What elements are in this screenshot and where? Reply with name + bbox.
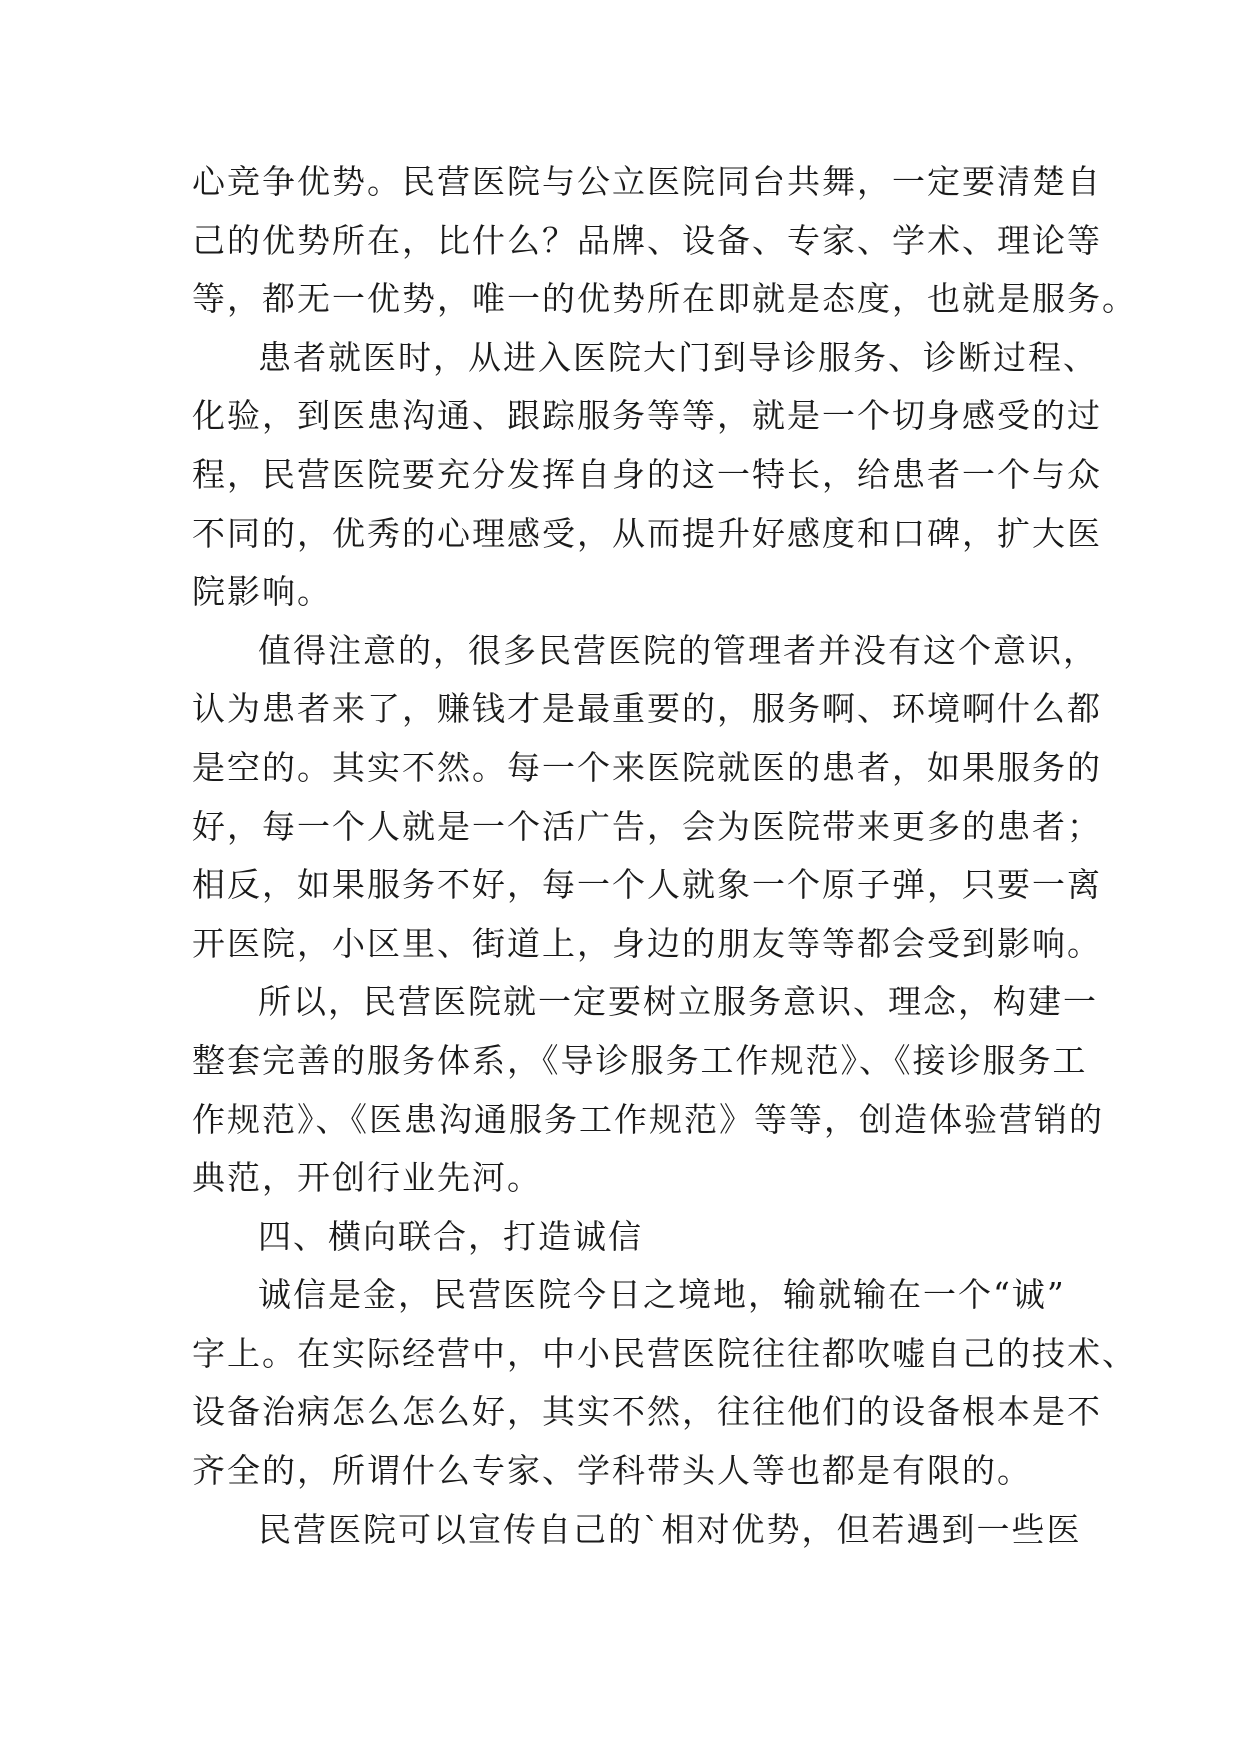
paragraph-line: 认为患者来了，赚钱才是最重要的，服务啊、环境啊什么都 xyxy=(192,689,1102,729)
paragraph-line: 院影响。 xyxy=(192,572,332,612)
paragraph-line: 诚信是金，民营医院今日之境地，输就输在一个“诚” xyxy=(258,1275,1066,1315)
paragraph-line: 民营医院可以宣传自己的`相对优势，但若遇到一些医 xyxy=(258,1509,1082,1549)
paragraph-line: 作规范》、《医患沟通服务工作规范》等等，创造体验营销的 xyxy=(192,1099,1104,1139)
paragraph-line: 设备治病怎么怎么好，其实不然，往往他们的设备根本是不 xyxy=(192,1392,1102,1432)
paragraph-line: 典范，开创行业先河。 xyxy=(192,1158,542,1198)
paragraph-line: 字上。在实际经营中，中小民营医院往往都吹嘘自己的技术、 xyxy=(192,1333,1137,1373)
paragraph-line: 齐全的，所谓什么专家、学科带头人等也都是有限的。 xyxy=(192,1451,1032,1491)
paragraph-line: 化验，到医患沟通、跟踪服务等等，就是一个切身感受的过 xyxy=(192,396,1102,436)
paragraph-line: 等，都无一优势，唯一的优势所在即就是态度，也就是服务。 xyxy=(192,279,1137,319)
paragraph-line: 相反，如果服务不好，每一个人就象一个原子弹，只要一离 xyxy=(192,865,1102,905)
paragraph-line: 程，民营医院要充分发挥自身的这一特长，给患者一个与众 xyxy=(192,454,1102,494)
paragraph-line: 整套完善的服务体系，《导诊服务工作规范》、《接诊服务工 xyxy=(192,1040,1088,1080)
body-text xyxy=(192,153,1137,1559)
paragraph-line: 患者就医时，从进入医院大门到导诊服务、诊断过程、 xyxy=(258,337,1098,377)
paragraph-line: 好，每一个人就是一个活广告，会为医院带来更多的患者； xyxy=(192,806,1102,846)
section-heading: 四、横向联合，打造诚信 xyxy=(258,1216,643,1256)
paragraph-line: 值得注意的，很多民营医院的管理者并没有这个意识， xyxy=(258,630,1098,670)
paragraph-line: 是空的。其实不然。每一个来医院就医的患者，如果服务的 xyxy=(192,747,1102,787)
paragraph-line: 己的优势所在，比什么？品牌、设备、专家、学术、理论等 xyxy=(192,220,1102,260)
paragraph-line: 开医院，小区里、街道上，身边的朋友等等都会受到影响。 xyxy=(192,923,1102,963)
paragraph-line: 所以，民营医院就一定要树立服务意识、理念，构建一 xyxy=(258,982,1098,1022)
paragraph-line: 心竞争优势。民营医院与公立医院同台共舞，一定要清楚自 xyxy=(192,162,1102,201)
paragraph-line: 不同的，优秀的心理感受，从而提升好感度和口碑，扩大医 xyxy=(192,513,1102,553)
